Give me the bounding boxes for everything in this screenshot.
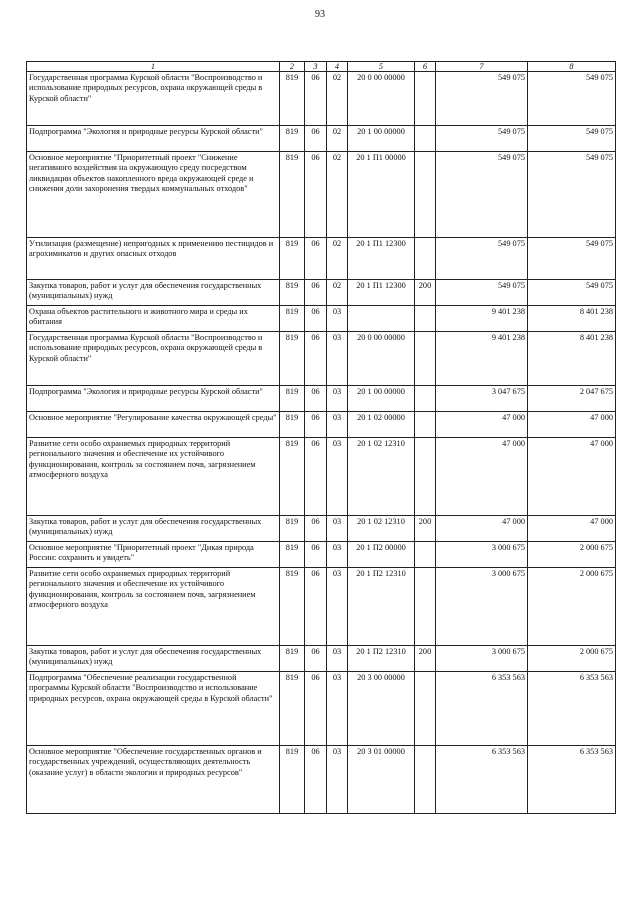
subsection-code-cell: 03: [327, 542, 348, 568]
grbs-code-cell: 819: [280, 542, 305, 568]
target-article-cell: 20 1 П2 00000: [348, 542, 415, 568]
section-code-cell: 06: [305, 412, 327, 438]
amount-year2-cell: 549 075: [528, 152, 616, 238]
table-row: [27, 152, 616, 238]
amount-year2-cell: 549 075: [528, 280, 616, 306]
section-code-cell: 06: [305, 126, 327, 152]
section-code-cell: 06: [305, 386, 327, 412]
table-row: [27, 72, 616, 126]
amount-year1-cell: 549 075: [436, 126, 528, 152]
target-article-cell: 20 3 00 00000: [348, 672, 415, 746]
row-name-cell: Закупка товаров, работ и услуг для обеспечения государственных (муниципальных) нужд: [27, 280, 280, 306]
row-name-cell: Развитие сети особо охраняемых природных территорий регионального значения и обеспечение их устойчивого функционирования, контроль за состоянием почв, загрязнением атмосферного воздуха: [27, 438, 280, 516]
target-article-cell: 20 1 02 00000: [348, 412, 415, 438]
target-article-cell: 20 1 П1 12300: [348, 280, 415, 306]
table-row: [27, 332, 616, 386]
table-row: [27, 126, 616, 152]
amount-year2-cell: 2 000 675: [528, 542, 616, 568]
table-row: [27, 542, 616, 568]
expense-type-cell: [415, 152, 436, 238]
amount-year1-cell: 47 000: [436, 412, 528, 438]
section-code-cell: 06: [305, 672, 327, 746]
section-code-cell: 06: [305, 238, 327, 280]
table-row: [27, 238, 616, 280]
target-article-cell: 20 1 02 12310: [348, 438, 415, 516]
target-article-cell: 20 0 00 00000: [348, 72, 415, 126]
grbs-code-cell: 819: [280, 438, 305, 516]
grbs-code-cell: 819: [280, 386, 305, 412]
column-header: 5: [348, 62, 415, 72]
row-name-cell: Основное мероприятие "Приоритетный проект "Дикая природа России: сохранить и увидеть": [27, 542, 280, 568]
grbs-code-cell: 819: [280, 152, 305, 238]
row-name-cell: Закупка товаров, работ и услуг для обеспечения государственных (муниципальных) нужд: [27, 516, 280, 542]
amount-year1-cell: 549 075: [436, 72, 528, 126]
subsection-code-cell: 03: [327, 568, 348, 646]
grbs-code-cell: 819: [280, 516, 305, 542]
subsection-code-cell: 02: [327, 238, 348, 280]
target-article-cell: 20 0 00 00000: [348, 332, 415, 386]
grbs-code-cell: 819: [280, 72, 305, 126]
expense-type-cell: [415, 386, 436, 412]
amount-year2-cell: 47 000: [528, 412, 616, 438]
target-article-cell: 20 3 01 00000: [348, 746, 415, 814]
amount-year2-cell: 549 075: [528, 238, 616, 280]
amount-year1-cell: 3 000 675: [436, 542, 528, 568]
amount-year2-cell: 2 047 675: [528, 386, 616, 412]
expense-type-cell: [415, 72, 436, 126]
expense-type-cell: [415, 306, 436, 332]
table-row: [27, 280, 616, 306]
expense-type-cell: [415, 746, 436, 814]
section-code-cell: 06: [305, 72, 327, 126]
amount-year1-cell: 549 075: [436, 238, 528, 280]
target-article-cell: 20 1 П2 12310: [348, 568, 415, 646]
amount-year1-cell: 549 075: [436, 280, 528, 306]
amount-year2-cell: 2 000 675: [528, 568, 616, 646]
table-row: [27, 672, 616, 746]
row-name-cell: Утилизация (размещение) непригодных к применению пестицидов и агрохимикатов и других опасных отходов: [27, 238, 280, 280]
subsection-code-cell: 03: [327, 306, 348, 332]
expense-type-cell: [415, 126, 436, 152]
amount-year2-cell: 6 353 563: [528, 672, 616, 746]
row-name-cell: Охрана объектов растительного и животного мира и среды их обитания: [27, 306, 280, 332]
amount-year1-cell: 47 000: [436, 438, 528, 516]
amount-year1-cell: 9 401 238: [436, 332, 528, 386]
budget-table: [26, 61, 616, 814]
grbs-code-cell: 819: [280, 238, 305, 280]
section-code-cell: 06: [305, 542, 327, 568]
grbs-code-cell: 819: [280, 412, 305, 438]
grbs-code-cell: 819: [280, 672, 305, 746]
column-header: 7: [436, 62, 528, 72]
section-code-cell: 06: [305, 746, 327, 814]
column-number-row: [27, 62, 616, 72]
section-code-cell: 06: [305, 280, 327, 306]
amount-year2-cell: 8 401 238: [528, 332, 616, 386]
section-code-cell: 06: [305, 646, 327, 672]
expense-type-cell: [415, 542, 436, 568]
table-row: [27, 412, 616, 438]
row-name-cell: Подпрограмма "Экология и природные ресурсы Курской области": [27, 386, 280, 412]
table-row: [27, 306, 616, 332]
expense-type-cell: [415, 238, 436, 280]
row-name-cell: Основное мероприятие "Регулирование качества окружающей среды": [27, 412, 280, 438]
amount-year1-cell: 3 000 675: [436, 646, 528, 672]
target-article-cell: 20 1 П1 12300: [348, 238, 415, 280]
subsection-code-cell: 02: [327, 280, 348, 306]
amount-year1-cell: 6 353 563: [436, 746, 528, 814]
amount-year2-cell: 549 075: [528, 126, 616, 152]
row-name-cell: Основное мероприятие "Приоритетный проект "Снижение негативного воздействия на окружающую среду посредством ликвидации объектов накопленного вреда окружающей среде и снижения доли захоронения твердых коммунальных отходов": [27, 152, 280, 238]
section-code-cell: 06: [305, 306, 327, 332]
row-name-cell: Государственная программа Курской области "Воспроизводство и использование природных ресурсов, охрана окружающей среды в Курской области": [27, 72, 280, 126]
target-article-cell: [348, 306, 415, 332]
grbs-code-cell: 819: [280, 126, 305, 152]
amount-year2-cell: 2 000 675: [528, 646, 616, 672]
subsection-code-cell: 03: [327, 438, 348, 516]
grbs-code-cell: 819: [280, 332, 305, 386]
subsection-code-cell: 03: [327, 516, 348, 542]
expense-type-cell: 200: [415, 516, 436, 542]
expense-type-cell: 200: [415, 646, 436, 672]
expense-type-cell: [415, 672, 436, 746]
table-row: [27, 746, 616, 814]
grbs-code-cell: 819: [280, 646, 305, 672]
amount-year1-cell: 3 000 675: [436, 568, 528, 646]
subsection-code-cell: 02: [327, 126, 348, 152]
row-name-cell: Государственная программа Курской области "Воспроизводство и использование природных ресурсов, охрана окружающей среды в Курской области": [27, 332, 280, 386]
row-name-cell: Развитие сети особо охраняемых природных территорий регионального значения и обеспечение их устойчивого функционирования, контроль за состоянием почв, загрязнением атмосферного воздуха: [27, 568, 280, 646]
amount-year1-cell: 47 000: [436, 516, 528, 542]
expense-type-cell: 200: [415, 280, 436, 306]
column-header: 8: [528, 62, 616, 72]
section-code-cell: 06: [305, 516, 327, 542]
amount-year1-cell: 3 047 675: [436, 386, 528, 412]
table-row: [27, 568, 616, 646]
expense-type-cell: [415, 568, 436, 646]
section-code-cell: 06: [305, 568, 327, 646]
target-article-cell: 20 1 П2 12310: [348, 646, 415, 672]
column-header: 2: [280, 62, 305, 72]
grbs-code-cell: 819: [280, 568, 305, 646]
amount-year1-cell: 9 401 238: [436, 306, 528, 332]
column-header: 4: [327, 62, 348, 72]
amount-year1-cell: 6 353 563: [436, 672, 528, 746]
subsection-code-cell: 03: [327, 386, 348, 412]
amount-year1-cell: 549 075: [436, 152, 528, 238]
subsection-code-cell: 02: [327, 152, 348, 238]
expense-type-cell: [415, 332, 436, 386]
amount-year2-cell: 549 075: [528, 72, 616, 126]
expense-type-cell: [415, 438, 436, 516]
grbs-code-cell: 819: [280, 306, 305, 332]
target-article-cell: 20 1 00 00000: [348, 386, 415, 412]
column-header: 6: [415, 62, 436, 72]
amount-year2-cell: 47 000: [528, 438, 616, 516]
row-name-cell: Подпрограмма "Обеспечение реализации государственной программы Курской области "Воспроизводство и использование природных ресурсов, охрана окружающей среды в Курской области": [27, 672, 280, 746]
table-row: [27, 386, 616, 412]
page-number: 93: [315, 9, 325, 20]
subsection-code-cell: 03: [327, 672, 348, 746]
table-row: [27, 438, 616, 516]
column-header: 1: [27, 62, 280, 72]
column-header: 3: [305, 62, 327, 72]
subsection-code-cell: 02: [327, 72, 348, 126]
row-name-cell: Основное мероприятие "Обеспечение государственных органов и государственных учреждений, осуществляющих деятельность (оказание услуг) в области экологии и природных ресурсов": [27, 746, 280, 814]
amount-year2-cell: 6 353 563: [528, 746, 616, 814]
table-row: [27, 516, 616, 542]
row-name-cell: Подпрограмма "Экология и природные ресурсы Курской области": [27, 126, 280, 152]
row-name-cell: Закупка товаров, работ и услуг для обеспечения государственных (муниципальных) нужд: [27, 646, 280, 672]
subsection-code-cell: 03: [327, 332, 348, 386]
target-article-cell: 20 1 П1 00000: [348, 152, 415, 238]
grbs-code-cell: 819: [280, 746, 305, 814]
target-article-cell: 20 1 00 00000: [348, 126, 415, 152]
section-code-cell: 06: [305, 152, 327, 238]
expense-type-cell: [415, 412, 436, 438]
grbs-code-cell: 819: [280, 280, 305, 306]
subsection-code-cell: 03: [327, 412, 348, 438]
subsection-code-cell: 03: [327, 646, 348, 672]
section-code-cell: 06: [305, 438, 327, 516]
target-article-cell: 20 1 02 12310: [348, 516, 415, 542]
subsection-code-cell: 03: [327, 746, 348, 814]
table-row: [27, 646, 616, 672]
section-code-cell: 06: [305, 332, 327, 386]
amount-year2-cell: 47 000: [528, 516, 616, 542]
amount-year2-cell: 8 401 238: [528, 306, 616, 332]
